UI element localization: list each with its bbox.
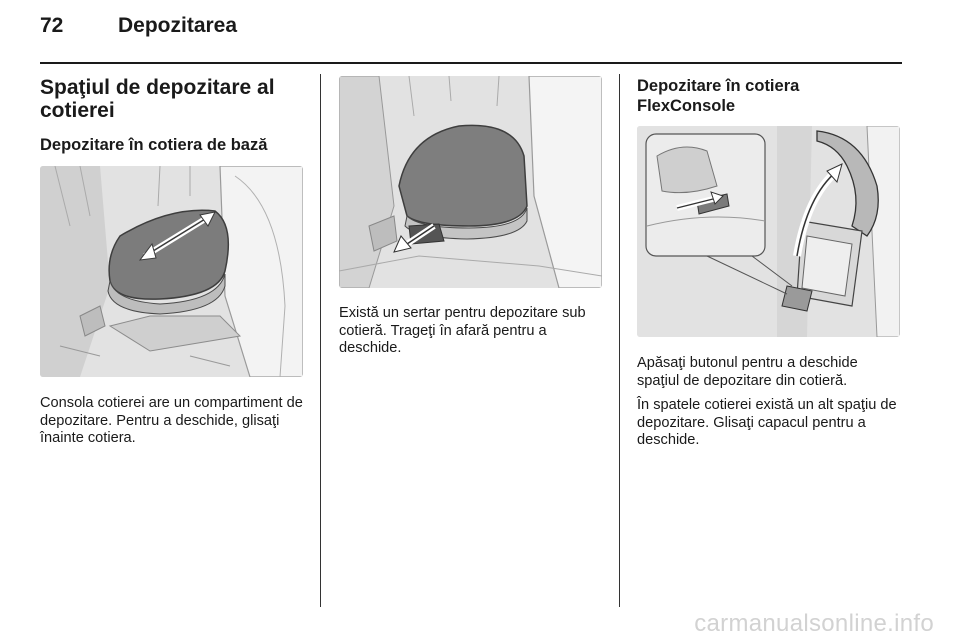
- header-rule: [40, 62, 902, 64]
- column-2: [339, 76, 602, 358]
- flexconsole-instruction-1: Apăsaţi butonul pentru a deschide spaţiul de depozitare din cotieră.: [637, 355, 858, 389]
- armrest-drawer-illustration: [339, 76, 602, 288]
- watermark: carmanualsonline.info: [694, 610, 934, 637]
- column-1: [40, 76, 304, 448]
- column-divider: [320, 74, 321, 607]
- column-3: [637, 76, 900, 450]
- section-title: Depozitarea: [118, 14, 238, 37]
- drawer-description: Există un sertar pentru depozitare sub cotieră. Trageţi în afară pentru a deschide.: [339, 305, 586, 356]
- armrest-slide-illustration: [40, 166, 303, 377]
- page-heading: Spaţiul de depozitare al cotierei: [40, 76, 275, 122]
- column-divider: [619, 74, 620, 607]
- basic-armrest-description: Consola cotierei are un compartiment de depozitare. Pentru a deschide, glisaţi înainte cotiera.: [40, 395, 303, 446]
- page-number: 72: [40, 14, 64, 37]
- flexconsole-armrest-illustration: [637, 126, 900, 337]
- subheading-basic-armrest: Depozitare în cotiera de bază: [40, 136, 268, 154]
- flexconsole-instruction-2: În spatele cotierei există un alt spaţiu de depozitare. Glisaţi capacul pentru a deschide.: [637, 397, 897, 448]
- page-header: [40, 14, 237, 38]
- subheading-flexconsole: Depozitare în cotiera FlexConsole: [637, 77, 800, 115]
